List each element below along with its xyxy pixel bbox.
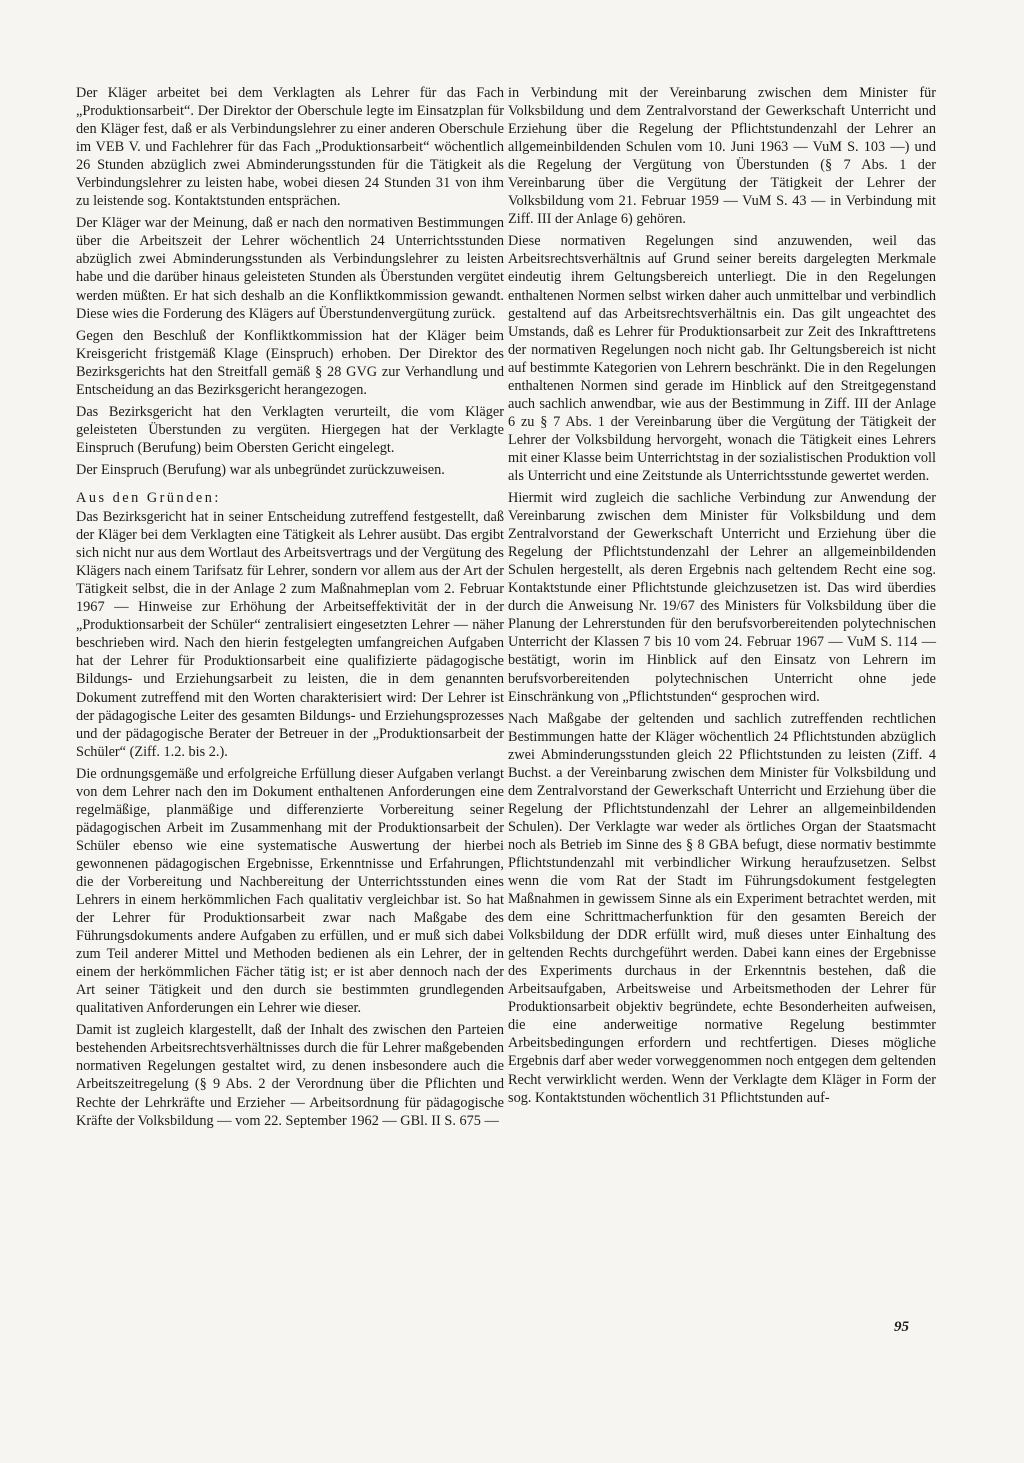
paragraph: in Verbindung mit der Vereinbarung zwischen dem Minister für Volksbildung und dem Zentralvorstand der Gewerkschaft Unterricht und Erziehung über die Regelung der Pflichtstundenzahl der Lehrer an allgemeinbildenden Schulen vom 10. Juni 1963 — VuM S. 103 —) und die Regelung der Vergütung von Überstunden (§ 7 Abs. 1 der Vereinbarung über die Vergütung der Tätigkeit der Lehrer der Volksbildung vom 21. Februar 1959 — VuM S. 43 — in Verbindung mit Ziff. III der Anlage 6) gehören.	[508, 85, 936, 228]
section-heading: Aus den Gründen:	[76, 489, 221, 506]
paragraph: Die ordnungsgemäße und erfolgreiche Erfüllung dieser Aufgaben verlangt von dem Lehrer nach den im Dokument enthaltenen Anforderungen eine regelmäßige, planmäßige und differenzierte Vorbereitung seiner pädagogischen Arbeit im Zusammenhang mit der Produktionsarbeit der Schüler ebenso wie eine systematische Auswertung der hierbei gewonnenen pädagogischen Ergebnisse, Erkenntnisse und Erfahrungen, die der Vorbereitung und Nachbereitung der Unterrichtsstunden eines Lehrers in einem herkömmlichen Fach qualitativ vergleichbar ist. So hat der Lehrer für Produktionsarbeit zwar nach Maßgabe des Führungsdokuments andere Aufgaben zu erfüllen, und er muß sich dabei zum Teil anderer Mittel und Methoden bedienen als ein Lehrer, der in einem der herkömmlichen Fächer tätig ist; er ist aber dennoch nach der Art seiner Tätigkeit und den durch sie bestimmten grundlegenden qualitativen Anforderungen ein Lehrer wie dieser.	[76, 765, 504, 1017]
paragraph: Das Bezirksgericht hat in seiner Entscheidung zutreffend festgestellt, daß der Kläger bei dem Verklagten eine Tätigkeit als Lehrer ausübt. Das ergibt sich nicht nur aus dem Wortlaut des Arbeitsvertrags und der Vergütung des Klägers nach einem Tarifsatz für Lehrer, sondern vor allem aus der Art der Tätigkeit selbst, die in der Anlage 2 zum Maßnahmeplan vom 2. Februar 1967 — Hinweise zur Erhöhung der Arbeitseffektivität der in der „Produktionsarbeit der Schüler“ zentralisiert eingesetzten Lehrer — näher beschrieben wird. Nach den hierin festgelegten umfangreichen Aufgaben hat der Lehrer für Produktionsarbeit eine qualifizierte pädagogische Bildungs- und Erziehungsarbeit zu leisten, die in dem genannten Dokument zutreffend mit den Worten charakterisiert wird: Der Lehrer ist der pädagogische Leiter des gesamten Bildungs- und Erziehungsprozesses und der pädagogische Berater der Betreuer in der „Produktionsarbeit der Schüler“ (Ziff. 1.2. bis 2.).	[76, 509, 504, 760]
left-column	[76, 84, 504, 1134]
paragraph: Das Bezirksgericht hat den Verklagten verurteilt, die vom Kläger geleisteten Überstunden zu vergüten. Hiergegen hat der Verklagte Einspruch (Berufung) beim Obersten Gericht eingelegt.	[76, 403, 504, 456]
paragraph: Nach Maßgabe der geltenden und sachlich zutreffenden rechtlichen Bestimmungen hatte der Kläger wöchentlich 24 Pflichtstunden abzüglich zwei Abminderungsstunden gleich 22 Pflichtstunden zu leisten (Ziff. 4 Buchst. a der Vereinbarung zwischen dem Minister für Volksbildung und dem Zentralvorstand der Gewerkschaft Unterricht und Erziehung über die Regelung der Pflichtstundenzahl der Lehrer an allgemeinbildenden Schulen). Der Verklagte war weder als örtliches Organ der Staatsmacht noch als Betrieb im Sinne des § 8 GBA befugt, diese normativ bestimmte Pflichtstundenzahl mit verbindlicher Wirkung heraufzusetzen. Selbst wenn die vom Rat der Stadt im Führungsdokument festgelegten Maßnahmen in gewissem Sinne als ein Experiment betrachtet werden, mit dem eine Schrittmacherfunktion für den gesamten Bereich der Volksbildung der DDR erfüllt wird, muß dieses unter Einhaltung des geltenden Rechts durchgeführt werden. Dabei kann eines der Ergebnisse des Experiments durchaus in der Erkenntnis bestehen, daß die Arbeitsaufgaben, Arbeitsweise und Arbeitsmethoden der Lehrer für Produktionsarbeit objektiv begründete, echte Besonderheiten aufweisen, die eine anderweitige normative Regelung bestimmter Arbeitsbedingungen erfordern und rechtfertigen. Dieses mögliche Ergebnis darf aber weder vorweggenommen noch entgegen dem geltenden Recht verwirklicht werden. Wenn der Verklagte dem Kläger in Form der sog. Kontaktstunden wöchentlich 31 Pflichtstunden auf-	[508, 710, 936, 1106]
paragraph: Der Einspruch (Berufung) war als unbegründet zurückzuweisen.	[76, 461, 445, 478]
right-column	[508, 84, 936, 1111]
paragraph: Der Kläger war der Meinung, daß er nach den normativen Bestimmungen über die Arbeitszeit der Lehrer wöchentlich 24 Unterrichtsstunden abzüglich zwei Abminderungsstunden als Verbindungslehrer zu leisten habe und die darüber hinaus geleisteten Stunden als Überstunden vergütet werden müßten. Er hat sich deshalb an die Konfliktkommission gewandt. Diese wies die Forderung des Klägers auf Überstundenvergütung zurück.	[76, 215, 504, 322]
paragraph: Gegen den Beschluß der Konfliktkommission hat der Kläger beim Kreisgericht fristgemäß Klage (Einspruch) erhoben. Der Direktor des Bezirksgerichts hat den Streitfall gemäß § 28 GVG zur Verhandlung und Entscheidung an das Bezirksgericht herangezogen.	[76, 327, 504, 398]
paragraph: Hiermit wird zugleich die sachliche Verbindung zur Anwendung der Vereinbarung zwischen dem Minister für Volksbildung und dem Zentralvorstand der Gewerkschaft Unterricht und Erziehung über die Regelung der Pflichtstundenzahl der Lehrer an allgemeinbildenden Schulen hergestellt, als deren Ergebnis nach geltendem Recht eine sog. Kontaktstunde einer Pflichtstunde gleichzusetzen ist. Das wird überdies durch die Anweisung Nr. 19/67 des Ministers für Volksbildung über die Planung der Lehrerstunden für den berufsvorbereitenden polytechnischen Unterricht der Klassen 7 bis 10 vom 24. Februar 1967 — VuM S. 114 — bestätigt, worin im Hinblick auf den Einsatz von Lehrern im berufsvorbereitenden polytechnischen Unterricht ohne jede Einschränkung von „Pflichtstunden“ gesprochen wird.	[508, 490, 936, 705]
page-number: 95	[894, 1319, 909, 1335]
paragraph: Diese normativen Regelungen sind anzuwenden, weil das Arbeitsrechtsverhältnis auf Grund seiner bereits dargelegten Merkmale eindeutig ihrem Geltungsbereich unterliegt. Die in den Regelungen enthaltenen Normen selbst wirken daher auch unmittelbar und verbindlich gestaltend auf das Arbeitsrechtsverhältnis ein. Das gilt ungeachtet des Umstands, daß es Lehrer für Produktionsarbeit zur Zeit des Inkrafttretens der normativen Regelungen noch nicht gab. Ihr Geltungsbereich ist nicht auf bestimmte Kategorien von Lehrern beschränkt. Die in den Regelungen enthaltenen Normen sind gerade im Hinblick auf den Streitgegenstand auch sachlich anwendbar, wie aus der Bestimmung in Ziff. III der Anlage 6 zu § 7 Abs. 1 der Vereinbarung über die Vergütung der Tätigkeit der Lehrer der Volksbildung hervorgeht, wonach die Tätigkeit eines Lehrers mit einer Klasse beim Unterrichtstag in der sozialistischen Produktion voll als Unterricht und eine Zeitstunde als Unterrichtsstunde gewertet werden.	[508, 233, 936, 484]
paragraph: Damit ist zugleich klargestellt, daß der Inhalt des zwischen den Parteien bestehenden Arbeitsrechtsverhältnisses durch die für Lehrer maßgebenden normativen Regelungen gestaltet wird, zu denen insbesondere auch die Arbeitszeitregelung (§ 9 Abs. 2 der Verordnung über die Pflichten und Rechte der Lehrkräfte und Erzieher — Arbeitsordnung für pädagogische Kräfte der Volksbildung — vom 22. September 1962 — GBl. II S. 675 —	[76, 1022, 504, 1129]
paragraph: Der Kläger arbeitet bei dem Verklagten als Lehrer für das Fach „Produktionsarbeit“. Der Direktor der Oberschule legte im Einsatzplan für den Kläger fest, daß er als Verbindungslehrer zu einer anderen Oberschule im VEB V. und Fachlehrer für das Fach „Produktionsarbeit“ wöchentlich 26 Stunden abzüglich zwei Abminderungsstunden für die Tätigkeit als Verbindungslehrer zu leisten habe, wobei diesen 24 Stunden 31 von ihm zu leistende sog. Kontaktstunden entsprächen.	[76, 85, 504, 210]
